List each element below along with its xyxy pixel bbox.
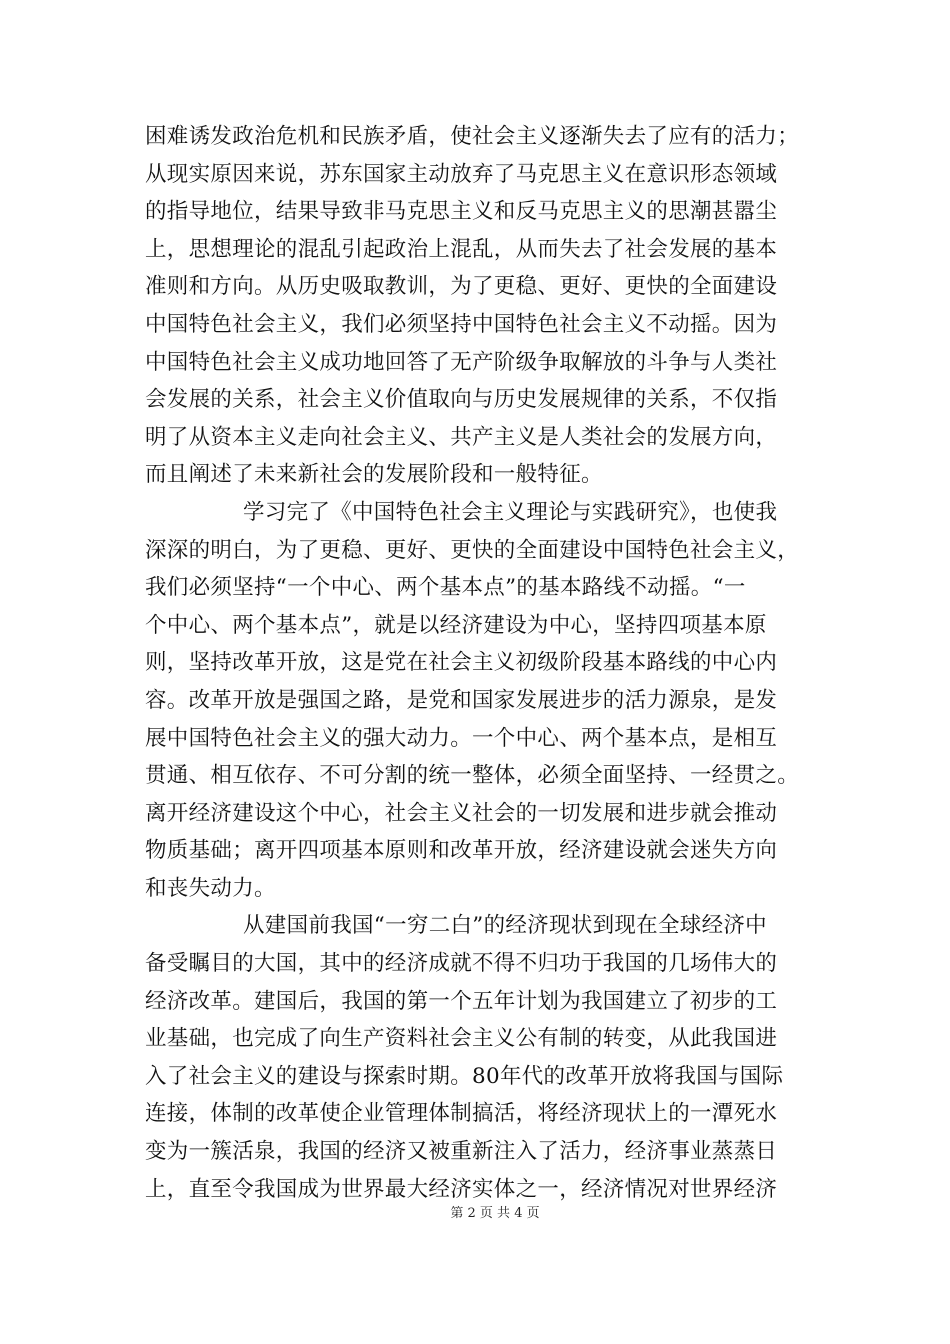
- text-line: 和丧失动力。: [145, 875, 276, 901]
- text-line: 而且阐述了未来新社会的发展阶段和一般特征。: [145, 462, 603, 488]
- text-line: 准则和方向。从历史吸取教训，为了更稳、更好、更快的全面建设: [145, 274, 778, 300]
- text-line: 容。改革开放是强国之路，是党和国家发展进步的活力源泉，是发: [145, 687, 778, 713]
- text-line: 业基础，也完成了向生产资料社会主义公有制的转变，从此我国进: [145, 1026, 778, 1052]
- text-line: 变为一簇活泉，我国的经济又被重新注入了活力，经济事业蒸蒸日: [145, 1139, 778, 1165]
- text-line: 上，直至令我国成为世界最大经济实体之一，经济情况对世界经济: [145, 1176, 778, 1202]
- text-line: 贯通、相互依存、不可分割的统一整体，必须全面坚持、一经贯之。: [145, 763, 800, 789]
- text-line: 个中心、两个基本点”，就是以经济建设为中心，坚持四项基本原: [145, 612, 767, 638]
- text-line: 上，思想理论的混乱引起政治上混乱，从而失去了社会发展的基本: [145, 236, 778, 262]
- page-number-footer: 第 2 页 共 4 页: [450, 1206, 540, 1221]
- text-line: 会发展的关系，社会主义价值取向与历史发展规律的关系，不仅指: [145, 387, 778, 413]
- text-line: 离开经济建设这个中心，社会主义社会的一切发展和进步就会推动: [145, 800, 778, 826]
- text-line: 备受瞩目的大国，其中的经济成就不得不归功于我国的几场伟大的: [145, 951, 778, 977]
- text-line: 我们必须坚持“一个中心、两个基本点”的基本路线不动摇。“一: [145, 575, 746, 601]
- text-line: 则，坚持改革开放，这是党在社会主义初级阶段基本路线的中心内: [145, 650, 778, 676]
- text-line: 展中国特色社会主义的强大动力。一个中心、两个基本点，是相互: [145, 725, 778, 751]
- text-line: 从现实原因来说，苏东国家主动放弃了马克思主义在意识形态领域: [145, 161, 778, 187]
- paragraph-start-line: 学习完了《中国特色社会主义理论与实践研究》，也使我: [243, 499, 778, 525]
- text-line: 的指导地位，结果导致非马克思主义和反马克思主义的思潮甚嚣尘: [145, 199, 778, 225]
- text-line: 经济改革。建国后，我国的第一个五年计划为我国建立了初步的工: [145, 988, 778, 1014]
- paragraph-start-line: 从建国前我国“一穷二白”的经济现状到现在全球经济中: [243, 913, 767, 939]
- text-line: 中国特色社会主义，我们必须坚持中国特色社会主义不动摇。因为: [145, 311, 778, 337]
- text-line: 连接，体制的改革使企业管理体制搞活，将经济现状上的一潭死水: [145, 1101, 778, 1127]
- text-line: 明了从资本主义走向社会主义、共产主义是人类社会的发展方向，: [145, 424, 778, 450]
- text-line: 入了社会主义的建设与探索时期。80年代的改革开放将我国与国际: [145, 1063, 784, 1089]
- text-line: 困难诱发政治危机和民族矛盾，使社会主义逐渐失去了应有的活力；: [145, 124, 800, 149]
- text-line: 深深的明白，为了更稳、更好、更快的全面建设中国特色社会主义，: [145, 537, 800, 563]
- text-line: 中国特色社会主义成功地回答了无产阶级争取解放的斗争与人类社: [145, 349, 778, 375]
- text-line: 物质基础；离开四项基本原则和改革开放，经济建设就会迷失方向: [145, 838, 778, 864]
- document-body: [145, 118, 807, 1208]
